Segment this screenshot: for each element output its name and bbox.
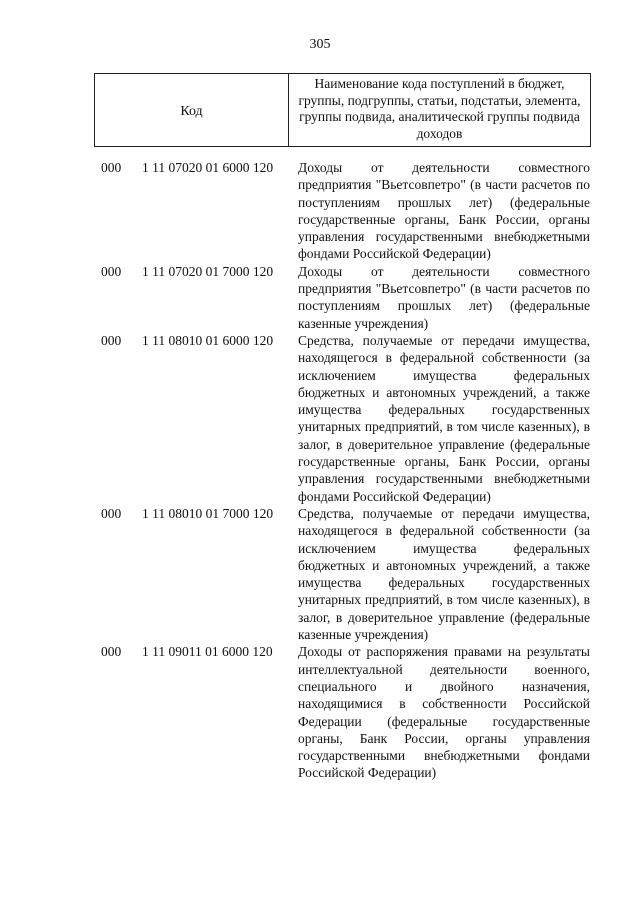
table-row [0, 263, 640, 332]
revenue-description: Доходы от деятельности совместного предприятия "Вьетсовпетро" (в части расчетов по поступлениям прошлых лет) (федеральные государственные органы, Банк России, органы управления государственными внебюджетными фондами Российской Федерации) [298, 160, 590, 262]
table-row [0, 505, 640, 643]
admin-code: 000 [101, 332, 122, 348]
revenue-description: Доходы от деятельности совместного предприятия "Вьетсовпетро" (в части расчетов по поступлениям прошлых лет) (федеральные казенные учреждения) [298, 263, 590, 331]
revenue-code: 1 11 08010 01 7000 120 [142, 505, 274, 521]
table-row [0, 332, 640, 505]
revenue-description: Средства, получаемые от передачи имущества, находящегося в федеральной собственности (за исключением имущества федеральных бюджетных и автономных учреждений, а также имущества федеральных государственных унитарных предприятий, в том числе казенных), в залог, в доверительное управление (федеральные казенные учреждения) [298, 505, 590, 643]
table-row [0, 643, 640, 781]
revenue-description: Средства, получаемые от передачи имущества, находящегося в федеральной собственности (за исключением имущества федеральных бюджетных и автономных учреждений, а также имущества федеральных государственных унитарных предприятий, в том числе казенных), в залог, в доверительное управление (федеральные государственные органы, Банк России, органы управления государственными внебюджетными фондами Российской Федерации) [298, 332, 590, 504]
revenue-code: 1 11 07020 01 6000 120 [142, 160, 274, 175]
table-row [0, 159, 640, 263]
admin-code: 000 [101, 644, 122, 660]
name-column-header: Наименование кода поступлений в бюджет, группы, подгруппы, статьи, подстатьи, элемента, группы подвида, аналитической группы подвида доходов [298, 76, 581, 141]
table-header [94, 73, 591, 147]
revenue-code: 1 11 09011 01 6000 120 [142, 644, 273, 660]
admin-code: 000 [101, 505, 122, 521]
admin-code: 000 [101, 263, 122, 279]
table-body [0, 159, 640, 782]
page-number: 305 [309, 37, 331, 52]
revenue-description: Доходы от распоряжения правами на результаты интеллектуальной деятельности военного, специального и двойного назначения, находящимися в собственности Российской Федерации (федеральные государственные органы, Банк России, органы управления государственными внебюджетными фондами Российской Федерации) [298, 644, 590, 781]
revenue-code: 1 11 07020 01 7000 120 [142, 263, 274, 279]
revenue-code: 1 11 08010 01 6000 120 [142, 332, 274, 348]
admin-code: 000 [101, 160, 122, 175]
code-column-header: Код [95, 74, 289, 146]
